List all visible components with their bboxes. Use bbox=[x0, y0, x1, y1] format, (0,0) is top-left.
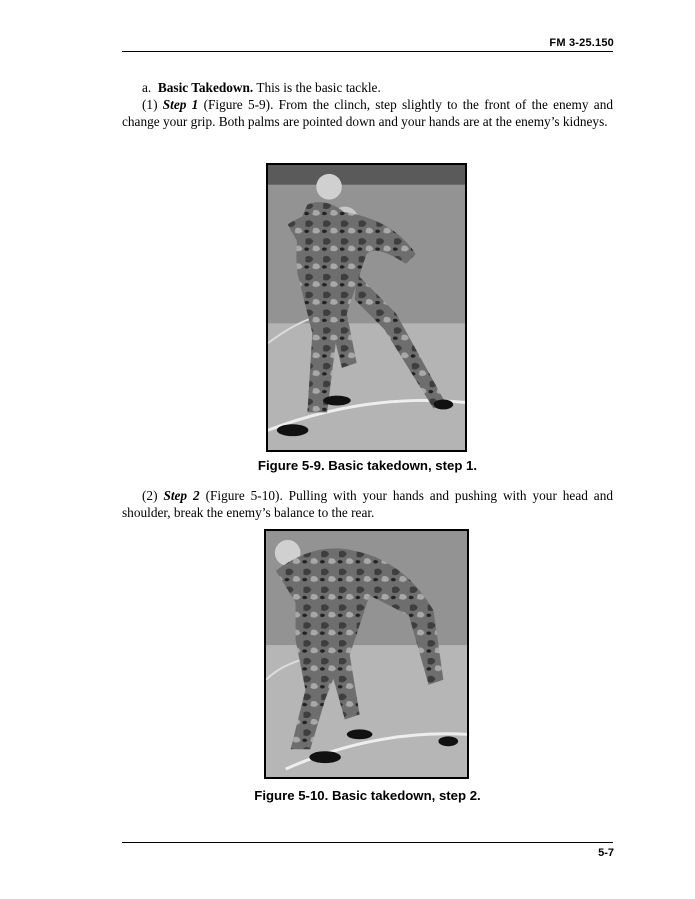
figure-5-10-photo bbox=[264, 529, 469, 779]
paragraph-step-2 bbox=[122, 487, 613, 521]
section-text: This is the basic tackle. bbox=[256, 80, 381, 95]
paragraph-marker: a. bbox=[142, 80, 152, 95]
paragraph-step-1 bbox=[122, 96, 613, 130]
step-text: (Figure 5-9). From the clinch, step slightly to the front of the enemy and change your grip. Both palms are pointed down and your hands are at the enemy’s kidneys. bbox=[122, 97, 613, 129]
figure-5-9-photo bbox=[266, 163, 467, 452]
step-label: Step 1 bbox=[162, 97, 199, 112]
figure-5-9-caption: Figure 5-9. Basic takedown, step 1. bbox=[257, 458, 478, 473]
footer-rule bbox=[122, 842, 613, 843]
section-title: Basic Takedown. bbox=[157, 80, 254, 95]
page-number: 5-7 bbox=[598, 847, 614, 859]
step-label: Step 2 bbox=[163, 488, 200, 503]
header-rule bbox=[122, 51, 613, 52]
figure-5-10-caption: Figure 5-10. Basic takedown, step 2. bbox=[254, 788, 481, 803]
step-number: (2) bbox=[142, 488, 158, 503]
step-number: (1) bbox=[142, 97, 158, 112]
document-code: FM 3-25.150 bbox=[549, 37, 614, 49]
paragraph-basic-takedown bbox=[122, 79, 613, 96]
step-text: (Figure 5-10). Pulling with your hands and pushing with your head and shoulder, break the enemy’s balance to the rear. bbox=[122, 488, 614, 520]
